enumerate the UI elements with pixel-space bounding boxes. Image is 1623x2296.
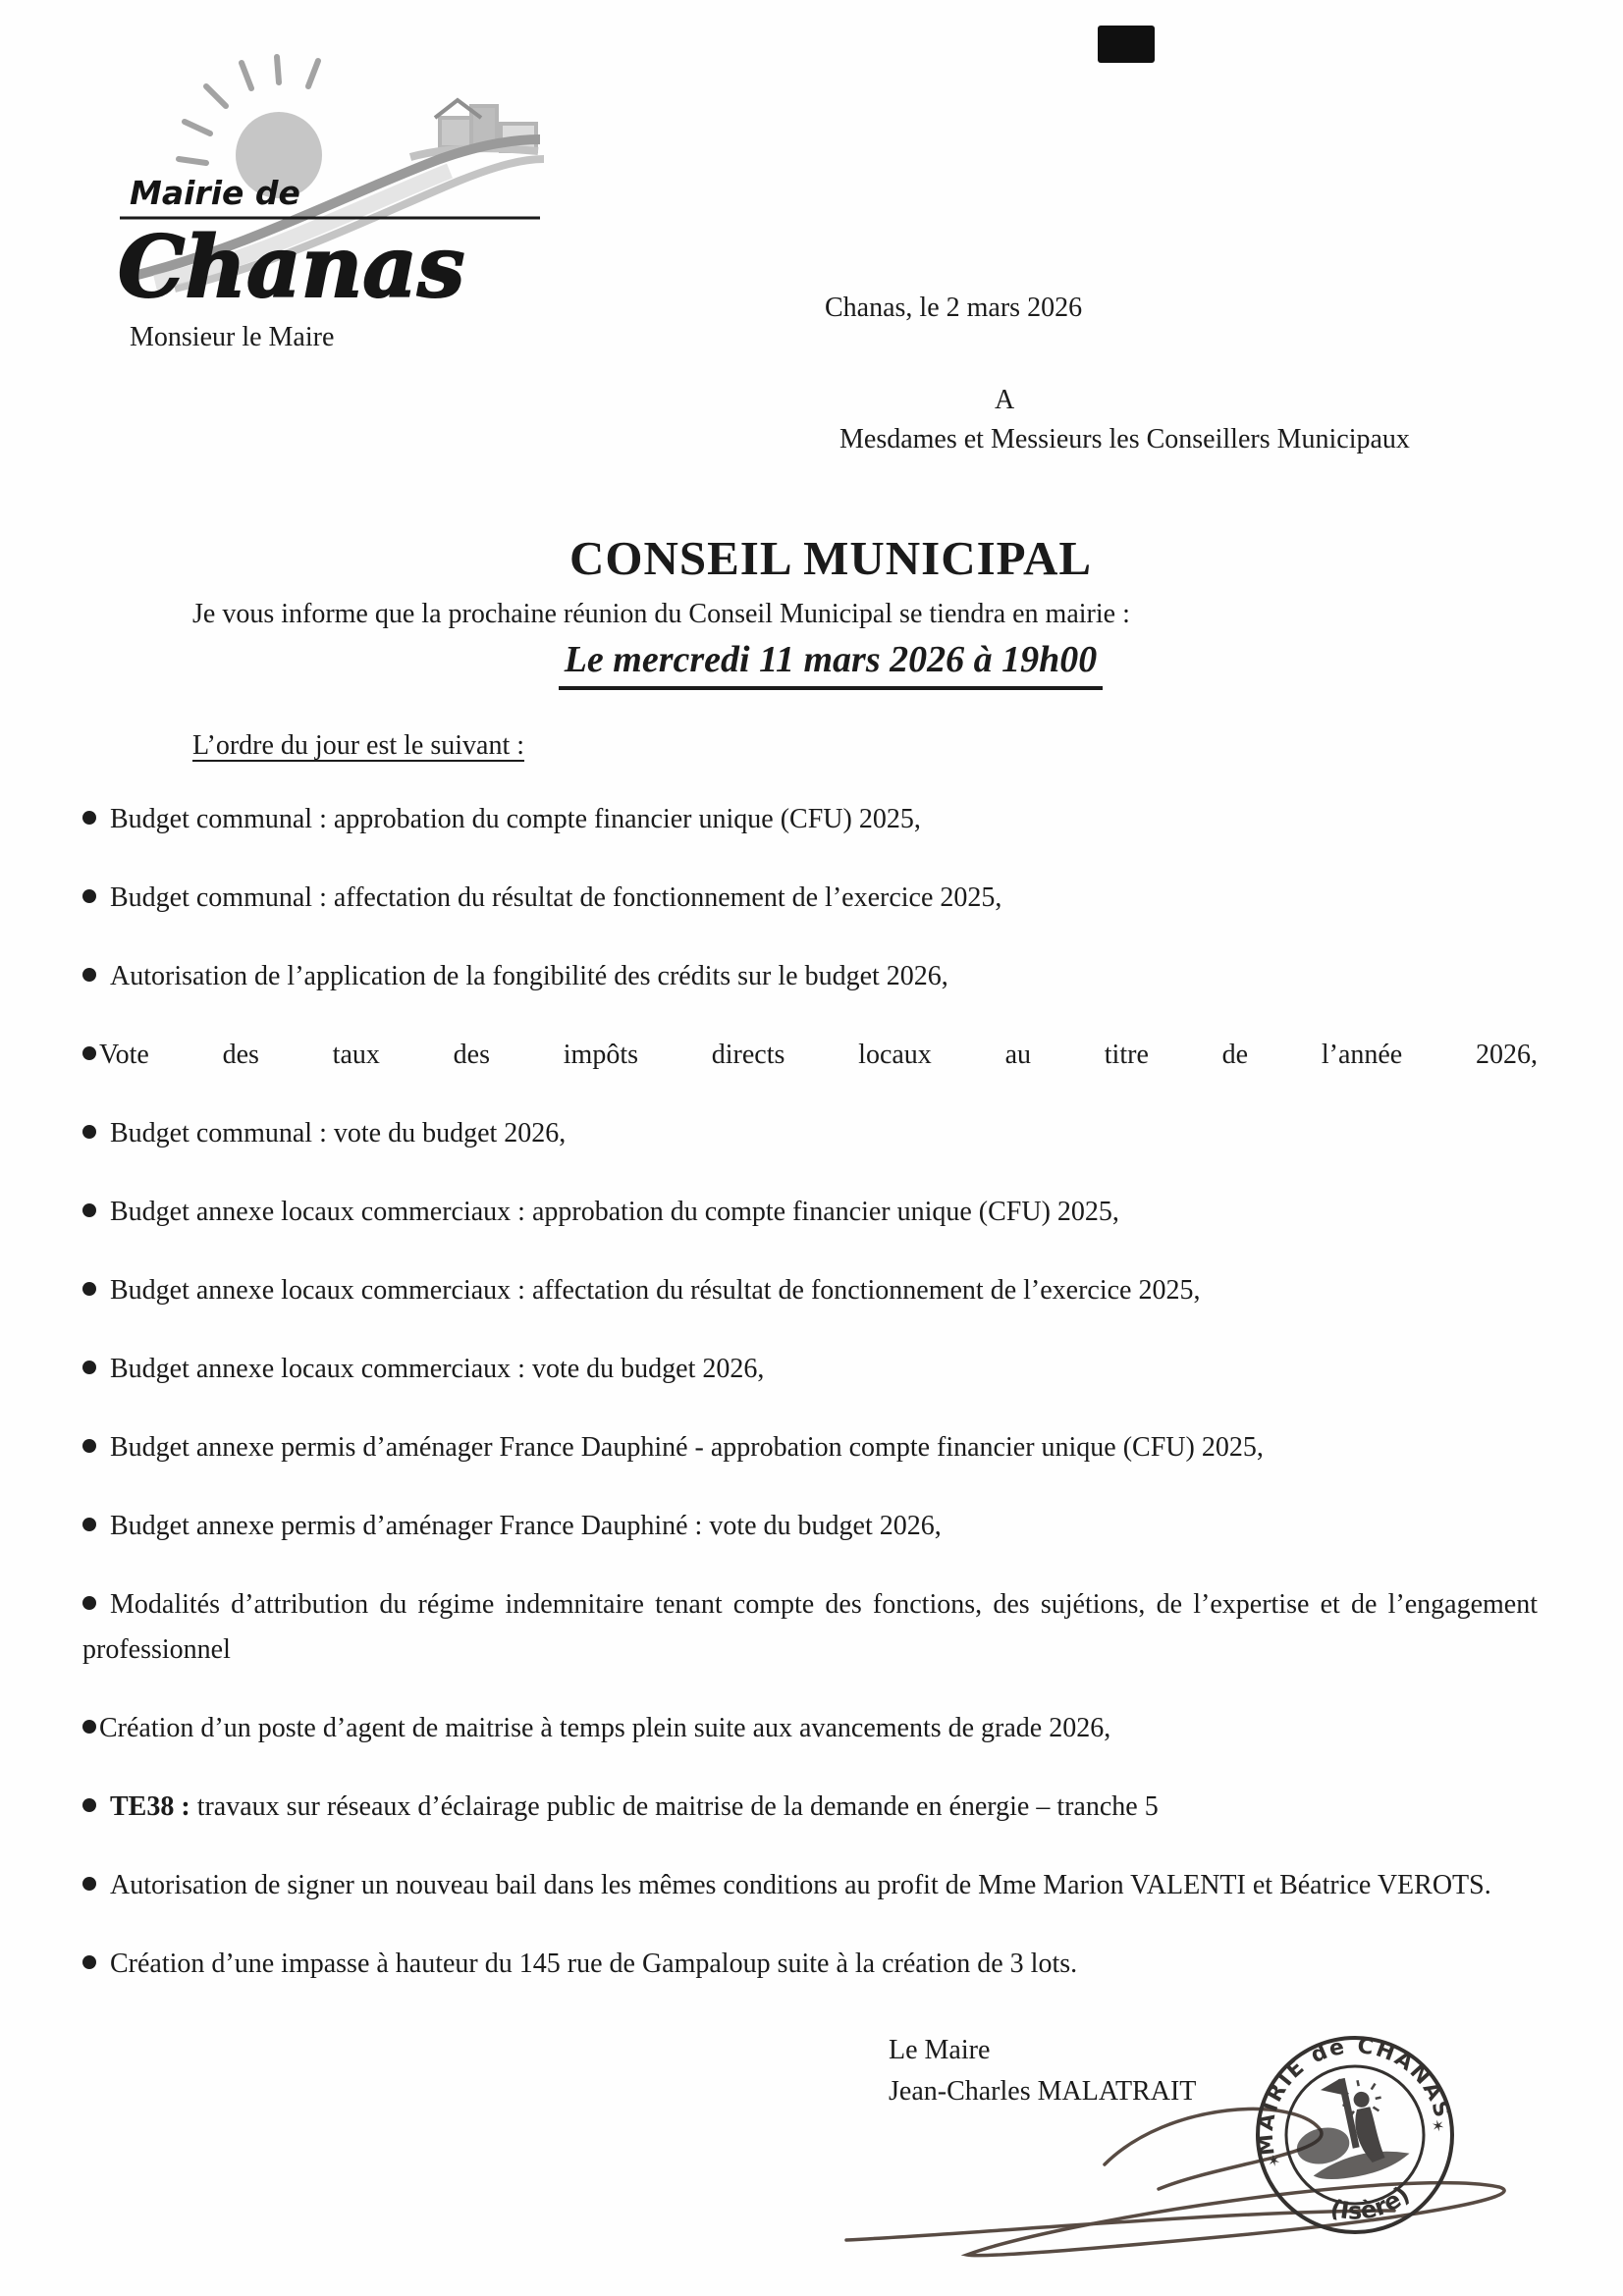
stamp-star-right-icon: ✶ [1430,2116,1447,2137]
agenda-item [82,1268,1538,1313]
agenda-item-text: Vote des taux des impôts directs locaux au titre de l’année 2026, [99,1040,1538,1070]
bullet-icon [82,1877,96,1891]
agenda-heading: L’ordre du jour est le suivant : [192,730,525,761]
agenda-list [82,797,1538,2020]
mairie-stamp [1228,2004,1482,2266]
agenda-item-text: Budget annexe locaux commerciaux : affectation du résultat de fonctionnement de l’exercice 2025, [110,1275,1201,1306]
bullet-icon [82,1203,96,1217]
agenda-item-text: Budget annexe locaux commerciaux : approbation du compte financier unique (CFU) 2025, [110,1197,1119,1227]
agenda-item [82,1111,1538,1156]
agenda-item [82,1582,1538,1673]
stamp-star-left-icon: ✶ [1266,2152,1282,2171]
bullet-icon [82,1361,96,1374]
agenda-item [82,1706,1538,1751]
agenda-item-text: Budget annexe permis d’aménager France Dauphiné : vote du budget 2026, [110,1511,942,1541]
bullet-icon [82,889,96,903]
agenda-item-bold-prefix: TE38 : [110,1791,190,1822]
agenda-item [82,1425,1538,1470]
mairie-de-chanas-logo [116,49,548,314]
stamp-bottom-text: (Isère) [1326,2180,1416,2225]
bullet-icon [82,1518,96,1531]
agenda-item-text: Budget annexe locaux commerciaux : vote du budget 2026, [110,1354,765,1384]
meeting-datetime: Le mercredi 11 mars 2026 à 19h00 [559,638,1104,690]
agenda-item [82,797,1538,842]
intro-paragraph: Je vous informe que la prochaine réunion du Conseil Municipal se tiendra en mairie : [192,599,1130,629]
bullet-icon [82,968,96,982]
logo-graphic [116,49,548,314]
recipient-name: Mesdames et Messieurs les Conseillers Municipaux [839,424,1410,454]
agenda-item-text: travaux sur réseaux d’éclairage public de maitrise de la demande en énergie – tranche 5 [189,1791,1159,1822]
agenda-item [82,1504,1538,1549]
signature-name: Jean-Charles MALATRAIT [889,2076,1197,2107]
agenda-item-text: Budget communal : affectation du résultat de fonctionnement de l’exercice 2025, [110,882,1002,913]
recipient-block [839,381,1410,459]
stamp-arc-text: MAIRIE de CHANAS [1253,2034,1455,2158]
bullet-icon [82,1720,96,1734]
agenda-item [82,1033,1538,1078]
agenda-item-text: Autorisation de l’application de la fongibilité des crédits sur le budget 2026, [110,961,948,991]
agenda-item-text: Budget communal : approbation du compte financier unique (CFU) 2025, [110,804,921,834]
logo-prefix-text: Mairie de [130,174,300,212]
signature-role: Le Maire [889,2035,991,2065]
dateline: Chanas, le 2 mars 2026 [825,293,1083,323]
agenda-item-text: Budget communal : vote du budget 2026, [110,1118,567,1148]
bullet-icon [82,1439,96,1453]
sender-line: Monsieur le Maire [130,322,335,352]
agenda-item [82,876,1538,921]
bullet-icon [82,1798,96,1812]
agenda-item [82,1863,1538,1908]
bullet-icon [82,1955,96,1969]
agenda-item [82,954,1538,999]
logo-name-text: Chanas [118,218,465,314]
scan-artifact [1098,26,1155,63]
agenda-item [82,1942,1538,1987]
bullet-icon [82,1596,96,1610]
agenda-item-text: Modalités d’attribution du régime indemnitaire tenant compte des fonctions, des sujétions, de l’expertise et de l’engagement professionnel [82,1589,1538,1665]
document-title: CONSEIL MUNICIPAL [568,531,1093,585]
agenda-item-text: Autorisation de signer un nouveau bail dans les mêmes conditions au profit de Mme Marion VALENTI et Béatrice VEROTS. [110,1870,1491,1900]
recipient-salutation: A [995,385,1015,415]
bullet-icon [82,1125,96,1139]
agenda-item [82,1347,1538,1392]
bullet-icon [82,811,96,825]
agenda-item [82,1190,1538,1235]
agenda-item [82,1785,1538,1830]
agenda-item-text: Budget annexe permis d’aménager France Dauphiné - approbation compte financier unique (CFU) 2025, [110,1432,1264,1463]
agenda-item-text: Création d’un poste d’agent de maitrise à temps plein suite aux avancements de grade 2026, [99,1713,1111,1743]
agenda-item-text: Création d’une impasse à hauteur du 145 rue de Gampaloup suite à la création de 3 lots. [110,1949,1078,1979]
meeting-datetime-line [0,638,1623,690]
svg-text:(Isère) [1323,2178,1418,2233]
bullet-icon [82,1046,96,1060]
bullet-icon [82,1282,96,1296]
